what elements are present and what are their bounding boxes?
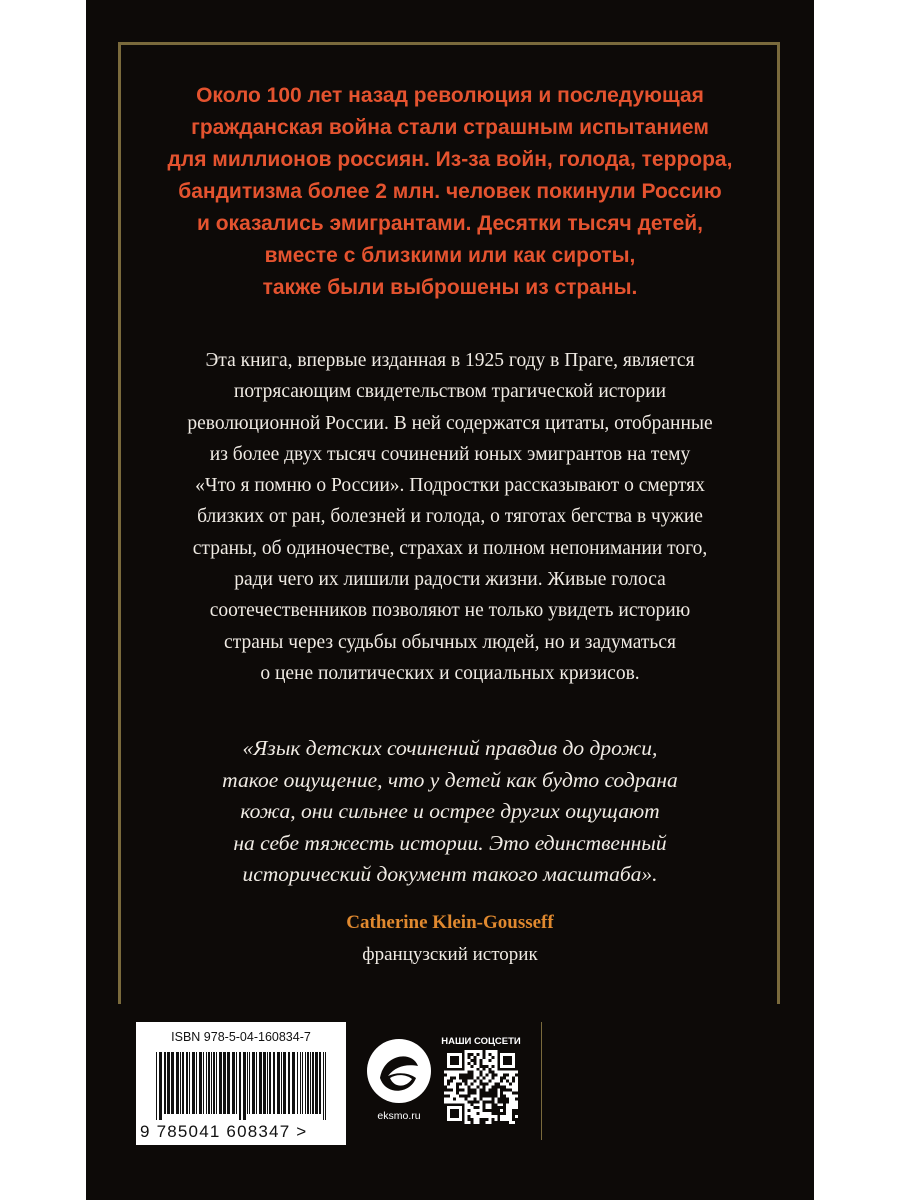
lead-line: для миллионов россиян. Из-за войн, голода, террора, xyxy=(167,148,733,171)
lead-line: Около 100 лет назад революция и последующая xyxy=(196,84,704,107)
description-line: соотечественников позволяют не только увидеть историю xyxy=(209,600,691,622)
description-line: близких от ран, болезней и голода, о тяготах бегства в чужие xyxy=(197,506,703,528)
description-line: страны через судьбы обычных людей, но и задуматься xyxy=(224,631,676,653)
description-line: ради чего их лишили радости жизни. Живые голоса xyxy=(234,569,666,591)
divider xyxy=(541,1022,542,1140)
barcode-icon xyxy=(156,1052,328,1120)
quote-line: «Язык детских сочинений правдив до дрожи, xyxy=(242,736,658,760)
description-line: из более двух тысяч сочинений юных эмигрантов на тему xyxy=(209,443,691,465)
lead-line: и оказались эмигрантами. Десятки тысяч детей, xyxy=(196,212,704,235)
quote-line: кожа, они сильнее и острее других ощущают xyxy=(240,799,660,823)
isbn-label: ISBN 978-5-04-160834-7 xyxy=(171,1030,311,1044)
qr-code-icon xyxy=(444,1050,518,1124)
quote-author-role: французский историк xyxy=(362,944,538,965)
lead-line: бандитизма более 2 млн. человек покинули Россию xyxy=(178,180,722,203)
barcode-digits: 9 785041 608347 > xyxy=(140,1122,308,1141)
lead-line: также были выброшены из страны. xyxy=(262,276,638,299)
lead-line: вместе с близкими или как сироты, xyxy=(264,244,636,267)
social-label: НАШИ СОЦСЕТИ xyxy=(441,1036,521,1047)
description-paragraph xyxy=(130,345,770,689)
barcode-panel xyxy=(136,1022,346,1145)
description-line: страны, об одиночестве, страхах и полном непонимании того, xyxy=(192,537,708,559)
description-line: потрясающим свидетельством трагической истории xyxy=(233,381,667,403)
quote-author: Catherine Klein-Gousseff xyxy=(346,912,554,933)
quote-line: на себе тяжесть истории. Это единственный xyxy=(233,830,667,855)
quote-block xyxy=(130,733,770,891)
description-line: «Что я помню о России». Подростки рассказывают о смертях xyxy=(195,475,705,497)
description-line: о цене политических и социальных кризисов. xyxy=(260,662,640,684)
eksmo-logo-icon xyxy=(366,1038,432,1104)
lead-paragraph xyxy=(150,80,750,304)
publisher-site: eksmo.ru xyxy=(377,1110,421,1122)
quote-line: исторический документ такого масштаба». xyxy=(242,862,658,886)
lead-line: гражданская война стали страшным испытанием xyxy=(191,116,709,139)
quote-line: такое ощущение, что у детей как будто содрана xyxy=(222,767,678,792)
description-line: революционной России. В ней содержатся цитаты, отобранные xyxy=(187,412,713,434)
description-line: Эта книга, впервые изданная в 1925 году в Праге, является xyxy=(205,350,695,371)
